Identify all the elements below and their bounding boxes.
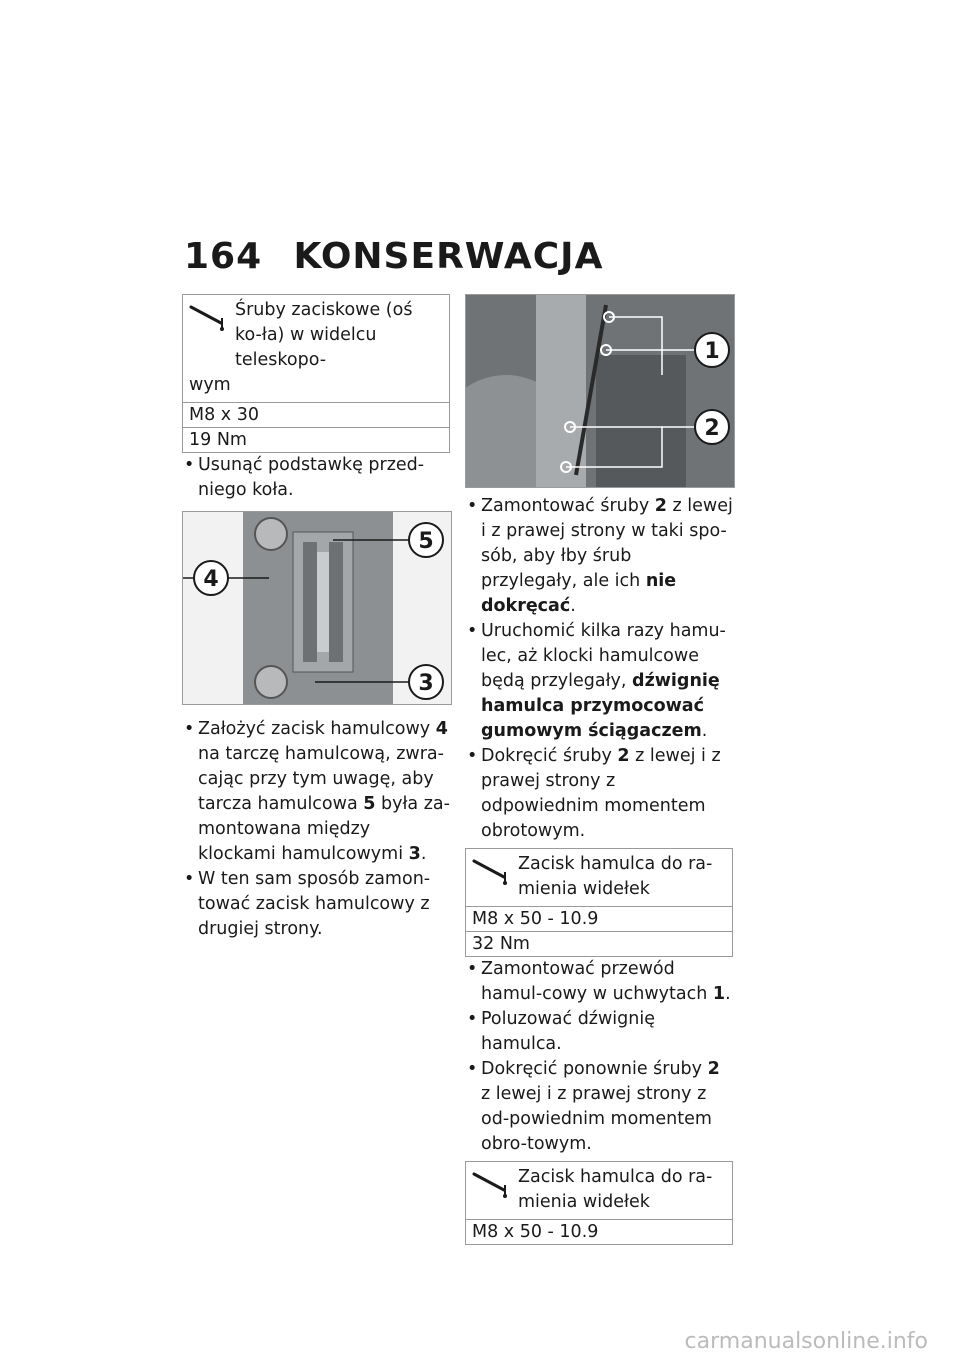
torque-wrench-icon xyxy=(189,303,229,331)
list-item: • Dokręcić śruby 2 z lewej i z prawej strony z odpowiednim momentem obrotowym. xyxy=(465,744,733,844)
fork-figure xyxy=(465,294,735,488)
page-header xyxy=(184,236,603,277)
callout-5: 5 xyxy=(418,529,434,554)
spec-torque: 19 Nm xyxy=(183,427,449,452)
callout-3: 3 xyxy=(418,671,434,696)
torque-wrench-icon xyxy=(472,857,512,885)
callout-1: 1 xyxy=(704,339,720,364)
spec-title: Zacisk hamulca do ra-mienia widełek xyxy=(518,854,713,899)
instruction-list-a xyxy=(182,453,450,503)
instruction-list-c xyxy=(465,494,733,844)
list-item: • Poluzować dźwignię hamulca. xyxy=(465,1007,733,1057)
spec-title-tail: wym xyxy=(189,375,231,395)
brake-caliper-illustration xyxy=(183,512,451,704)
torque-spec-axle-clamp xyxy=(182,294,450,453)
torque-spec-caliper xyxy=(465,848,733,957)
spec-size: M8 x 50 - 10.9 xyxy=(466,906,732,931)
list-item: • Dokręcić ponownie śruby 2 z lewej i z prawej strony z od-powiednim momentem obro-towym. xyxy=(465,1057,733,1157)
callout-2: 2 xyxy=(704,416,720,441)
watermark: carmanualsonline.info xyxy=(684,1329,928,1354)
spec-size: M8 x 30 xyxy=(183,402,449,427)
fork-illustration xyxy=(466,295,734,487)
brake-caliper-figure xyxy=(182,511,452,705)
list-item: • Założyć zacisk hamulcowy 4 na tarczę hamulcową, zwra-cając przy tym uwagę, aby tarcza hamulcowa 5 była za-montowana między klockami hamulcowymi 3. xyxy=(182,717,450,867)
left-column xyxy=(182,294,450,942)
instruction-list-d xyxy=(465,957,733,1157)
list-item: • Zamontować przewód hamul-cowy w uchwytach 1. xyxy=(465,957,733,1007)
spec-header xyxy=(466,849,732,906)
spec-title: Zacisk hamulca do ra-mienia widełek xyxy=(518,1167,713,1212)
torque-wrench-icon xyxy=(472,1170,512,1198)
list-item: • Zamontować śruby 2 z lewej i z prawej strony w taki spo-sób, aby łby śrub przylegały, ale ich nie dokręcać. xyxy=(465,494,733,619)
list-item: • Uruchomić kilka razy hamu-lec, aż klocki hamulcowe będą przylegały, dźwignię hamulca przymocować gumowym ściągaczem. xyxy=(465,619,733,744)
list-item: • Usunąć podstawkę przed-niego koła. xyxy=(182,453,450,503)
torque-spec-caliper-final xyxy=(465,1161,733,1245)
callout-4: 4 xyxy=(203,567,219,592)
instruction-list-b xyxy=(182,717,450,942)
spec-title: Śruby zaciskowe (oś ko-ła) w widelcu teleskopo- xyxy=(235,300,413,370)
spec-torque: 32 Nm xyxy=(466,931,732,956)
page-number: 164 xyxy=(184,236,263,277)
list-item: • W ten sam sposób zamon-tować zacisk hamulcowy z drugiej strony. xyxy=(182,867,450,942)
right-column xyxy=(465,294,733,1245)
section-title: KONSERWACJA xyxy=(293,236,604,277)
spec-size: M8 x 50 - 10.9 xyxy=(466,1219,732,1244)
spec-header xyxy=(466,1162,732,1219)
spec-header xyxy=(183,295,449,402)
